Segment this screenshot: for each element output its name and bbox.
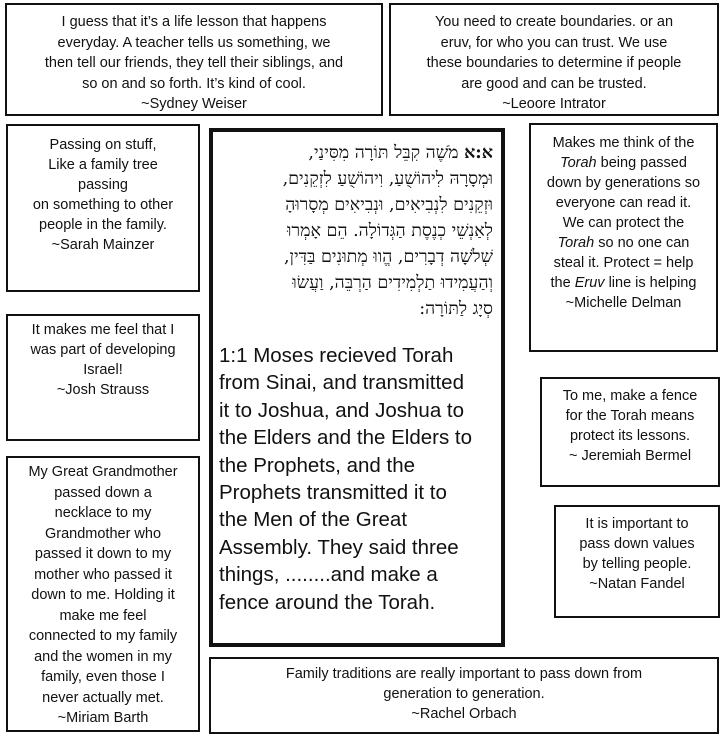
quote-author: ~Natan Fandel (589, 576, 685, 592)
quote-line: To me, make a fence (562, 388, 698, 404)
hebrew-line: סְיָג לַתּוֹרָה: (419, 299, 493, 319)
quote-line: We can protect the (562, 215, 685, 231)
quote-box-sydney-weiser (5, 3, 383, 116)
english-line: the Prophets, and the (219, 453, 416, 477)
quote-line: necklace to my (54, 505, 152, 521)
quote-fragment: line is helping (604, 275, 697, 291)
quote-line: protect its lessons. (569, 428, 691, 444)
quote-line: these boundaries to determine if people (426, 55, 682, 71)
quote-line (531, 233, 716, 253)
quote-line: passed down a (54, 484, 152, 501)
quote-line: I guess that it’s a life lesson that happens (61, 14, 327, 30)
quote-author: ~Josh Strauss (56, 382, 150, 398)
quote-line (531, 153, 716, 173)
english-translation (213, 322, 501, 616)
quote-line: It is important to (585, 516, 689, 532)
quote-line: Makes me think of the (552, 135, 695, 151)
quote-box-michelle-delman (529, 123, 718, 352)
quote-line: Family traditions are really important to pass down from (285, 666, 643, 682)
quote-line: pass down values (579, 536, 695, 552)
quote-box-natan-fandel (554, 505, 720, 618)
quote-line: passed it down to my (34, 546, 172, 562)
quote-line: eruv, for who you can trust. We use (440, 34, 668, 51)
quote-line: are good and can be trusted. (461, 75, 647, 92)
quote-line: and the women in my (34, 648, 172, 665)
quote-box-leoore-intrator (389, 3, 719, 116)
quote-fragment: so no one can (594, 235, 690, 251)
english-line: Prophets transmitted it to (219, 481, 447, 505)
quote-line: passing (78, 177, 128, 193)
quote-box-rachel-orbach (209, 657, 719, 734)
quote-line (531, 273, 716, 293)
quote-line: by telling people. (582, 556, 692, 572)
quote-line: steal it. Protect = help (553, 255, 694, 271)
quote-author: ~Miriam Barth (57, 710, 149, 726)
quote-fragment: the (550, 275, 575, 291)
quote-line: My Great Grandmother (28, 464, 178, 480)
english-line: the Men of the Great (219, 508, 408, 532)
english-line: it to Joshua, and Joshua to (219, 398, 465, 422)
hebrew-line (219, 140, 493, 166)
english-line: things, ........and make a (219, 563, 438, 587)
eruv-word: Eruv (574, 275, 605, 291)
quote-line: make me feel (59, 607, 147, 624)
english-line: fence around the Torah. (219, 590, 436, 614)
quote-line: people in the family. (39, 217, 167, 233)
quote-box-miriam-barth (6, 456, 200, 732)
quote-line: Like a family tree (48, 157, 158, 173)
quote-line: connected to my family (28, 628, 178, 644)
torah-word: Torah (557, 235, 595, 251)
quote-line: never actually met. (42, 689, 164, 706)
quote-line: It makes me feel that I (31, 322, 175, 338)
hebrew-text (213, 132, 501, 322)
quote-line: everyday. A teacher tells us something, we (57, 34, 331, 51)
quote-line: Passing on stuff, (49, 137, 157, 153)
hebrew-line-text: מֹשֶׁה קִבֵּל תּוֹרָה מִסִּינַי, (308, 143, 459, 163)
quote-box-sarah-mainzer (6, 124, 200, 292)
quote-box-josh-strauss (6, 314, 200, 441)
quote-line: on something to other (32, 197, 174, 213)
quote-line: mother who passed it (34, 566, 172, 583)
quote-fragment: being passed (596, 155, 687, 171)
quote-author: ~Michelle Delman (565, 295, 682, 311)
torah-passage-box (209, 128, 505, 647)
quote-line: down by generations so (546, 175, 701, 191)
hebrew-line: שְׁלֹשָׁה דְבָרִים, הֱווּ מְתוּנִים בַּדִּין, (283, 247, 493, 267)
quote-line: down to me. Holding it (31, 587, 175, 603)
quote-line: then tell our friends, they tell their siblings, and (44, 55, 344, 71)
quote-line: generation to generation. (383, 686, 545, 702)
quote-line: everyone can read it. (555, 195, 692, 211)
hebrew-line: לְאַנְשֵׁי כְנֶסֶת הַגְּדוֹלָה. הֵם אָמְרוּ (287, 221, 493, 241)
hebrew-line: וְהַעֲמִידוּ תַלְמִידִים הַרְבֵּה, וַעֲשׂוּ (292, 273, 493, 293)
quote-box-jeremiah-bermel (540, 377, 720, 487)
quote-line: was part of developing (30, 342, 176, 358)
english-line: 1:1 Moses recieved Torah (219, 344, 454, 367)
hebrew-line: וּמְסָרָהּ לִיהוֹשֻׁעַ, וִיהוֹשֻׁעַ לִזְקֵנִים, (282, 169, 493, 189)
english-line: the Elders and the Elders to (219, 426, 472, 450)
torah-word: Torah (560, 155, 597, 171)
quote-author: ~Leoore Intrator (502, 96, 606, 112)
quote-author: ~Sarah Mainzer (51, 237, 155, 253)
quote-line: for the Torah means (565, 408, 695, 424)
quote-author: ~Rachel Orbach (411, 706, 517, 722)
quote-line: family, even those I (41, 669, 165, 685)
hebrew-line: וּזְקֵנִים לִנְבִיאִים, וּנְבִיאִים מְסָרוּהָ (285, 195, 493, 215)
quote-line: so on and so forth. It’s kind of cool. (82, 75, 306, 92)
quote-line: Israel! (83, 362, 123, 378)
quote-author: ~Sydney Weiser (141, 96, 247, 112)
verse-number: א:א (464, 143, 493, 163)
quote-author: ~ Jeremiah Bermel (568, 448, 692, 464)
quote-line: You need to create boundaries. or an (434, 14, 674, 30)
quote-line: Grandmother who (44, 525, 162, 542)
english-line: Assembly. They said three (219, 535, 459, 559)
english-line: from Sinai, and transmitted (219, 371, 464, 395)
